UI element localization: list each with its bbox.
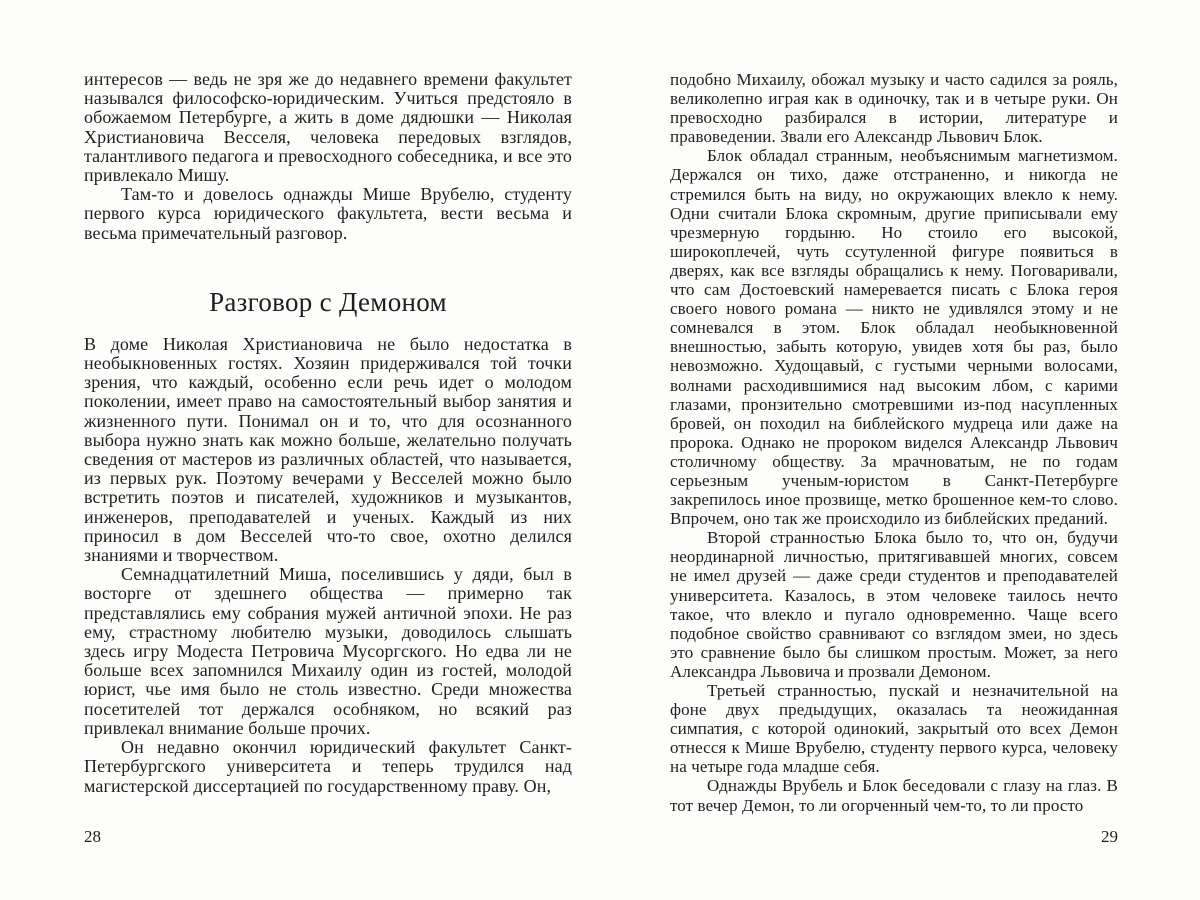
paragraph: Он недавно окончил юридический факультет Санкт-Петербургского университета и теперь трудился над магистерской диссертацией по государственному праву. Он,	[84, 737, 572, 796]
paragraph: Однажды Врубель и Блок беседовали с глазу на глаз. В тот вечер Демон, то ли огорченный чем-то, то ли просто	[670, 776, 1118, 815]
paragraph: подобно Михаилу, обожал музыку и часто садился за рояль, великолепно играя как в одиночку, так и в четыре руки. Он превосходно разбирался в истории, литературе и правоведении. Звали его Александр Львович Блок.	[670, 70, 1118, 147]
page-text	[84, 70, 572, 796]
page-left	[84, 70, 572, 900]
paragraph: интересов — ведь не зря же до недавнего времени факультет назывался философско-юридическим. Учиться предстояло в обожаемом Петербурге, а жить в доме дядюшки — Николая Христиановича Весселя, человека передовых взглядов, талантливого педагога и превосходного собеседника, и все это привлекало Мишу.	[84, 69, 572, 186]
paragraph: В доме Николая Христиановича не было недостатка в необыкновенных гостях. Хозяин придерживался той точки зрения, что каждый, особенно если речь идет о молодом поколении, имеет право на самостоятельный выбор занятия и жизненного пути. Понимал он и то, что для осознанного выбора нужно знать как можно больше, желательно получать сведения от мастеров из различных областей, что называется, из первых рук. Поэтому вечерами у Весселей можно было встретить поэтов и писателей, художников и музыкантов, инженеров, преподавателей и ученых. Каждый из них приносил в дом Весселей что-то свое, охотно делился знаниями и творчеством.	[84, 333, 572, 566]
page-number: 29	[1101, 827, 1118, 846]
page-right	[670, 70, 1118, 900]
paragraph: Семнадцатилетний Миша, поселившись у дяди, был в восторге от здешнего общества — примерно так представлялись ему собрания мужей античной эпохи. Не раз ему, страстному любителю музыки, доводилось слышать здесь игру Модеста Петровича Мусоргского. Но едва ли не больше всех запомнился Михаилу один из гостей, молодой юрист, чье имя было не столь известно. Среди множества посетителей тот держался особняком, но всякий раз привлекал внимание больше прочих.	[84, 564, 572, 738]
chapter-heading: Разговор с Демоном	[209, 286, 447, 317]
paragraph: Третьей странностью, пускай и незначительной на фоне двух предыдущих, оказалась та неожиданная симпатия, с которой одинокий, закрытый ото всех Демон отнесся к Мише Врубелю, студенту первого курса, человеку на четыре года младше себя.	[670, 681, 1118, 777]
paragraph: Там-то и довелось однажды Мише Врубелю, студенту первого курса юридического факультета, вести весьма и весьма примечательный разговор.	[84, 184, 572, 243]
page-text	[670, 70, 1118, 815]
page-number: 28	[84, 827, 101, 846]
paragraph: Блок обладал странным, необъяснимым магнетизмом. Держался он тихо, даже отстраненно, и никогда не стремился быть на виду, но окружающих влекло к нему. Одни считали Блока скромным, другие приписывали ему чрезмерную гордыню. Но стоило его высокой, широкоплечей, чуть ссутуленной фигуре появиться в дверях, как все взгляды обращались к нему. Поговаривали, что сам Достоевский намеревается писать с Блока героя своего нового романа — никто не удивлялся этому и не сомневался в этом. Блок обладал необыкновенной внешностью, забыть которую, увидев хотя бы раз, было невозможно. Худощавый, с густыми черными волосами, волнами расходившимися над высоким лбом, с карими глазами, пронзительно смотревшими из-под насупленных бровей, он походил на библейского мудреца или даже на пророка. Однако не пророком виделся Александр Львович столичному обществу. За мрачноватым, не по годам серьезным ученым-юристом в Санкт-Петербурге закрепилось иное прозвище, метко брошенное кем-то слово. Впрочем, оно так же происходило из библейских преданий.	[670, 146, 1118, 529]
paragraph: Второй странностью Блока было то, что он, будучи неординарной личностью, притягивавшей многих, совсем не имел друзей — даже среди студентов и преподавателей университета. Казалось, в этом человеке таилось нечто такое, что влекло и пугало одновременно. Чаще всего подобное свойство сравнивают со взглядом змеи, но здесь это сравнение было бы слишком простым. Может, за него Александра Львовича и прозвали Демоном.	[670, 528, 1118, 681]
